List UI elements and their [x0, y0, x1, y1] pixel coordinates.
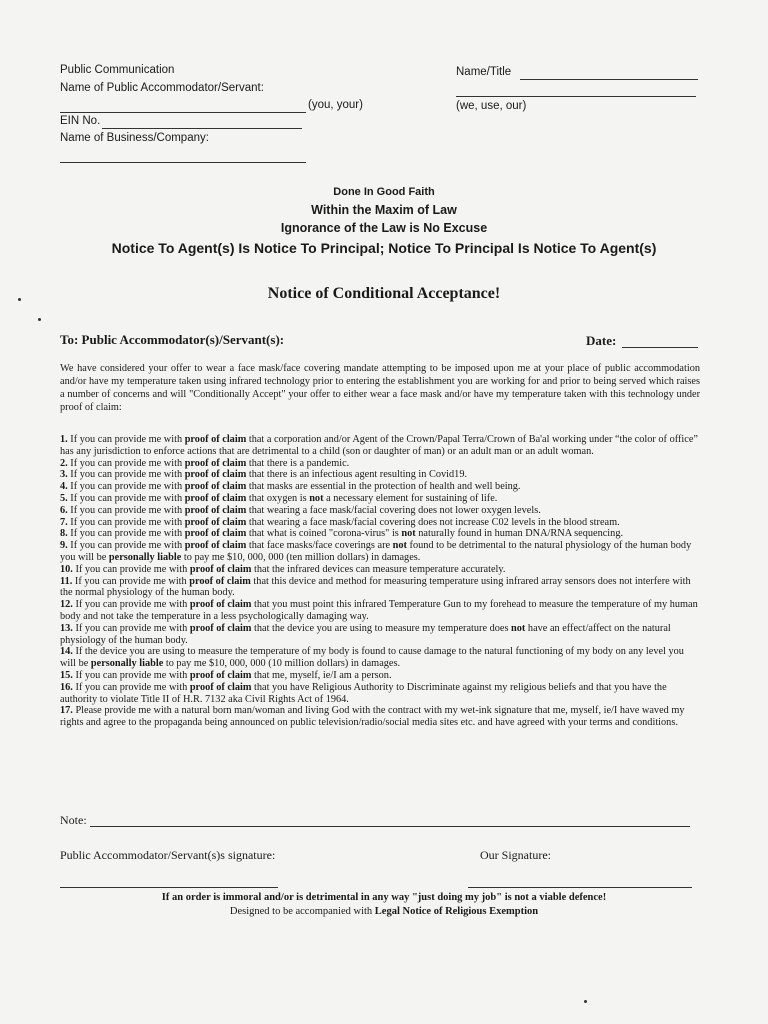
claim-item — [60, 540, 700, 564]
claim-text: that me, myself, ie/I am a person. — [251, 669, 392, 681]
business-line[interactable] — [60, 162, 306, 163]
we-use-our-label: (we, use, our) — [456, 100, 527, 112]
claim-text: If you can provide me with — [72, 669, 190, 681]
claim-number: 11. — [60, 575, 73, 587]
claim-bold: proof of claim — [189, 599, 252, 611]
claims-list — [60, 434, 700, 729]
claim-bold: not — [511, 622, 526, 634]
to-line: To: Public Accommodator(s)/Servant(s): — [60, 332, 285, 347]
claim-bold: proof of claim — [189, 563, 252, 575]
claim-text: If the device you are using to measure the temperature of my body is found to cause damage to the natural functioning of my body on any level you will be — [60, 646, 684, 670]
claim-number: 10. — [60, 563, 73, 575]
claim-bold: proof of claim — [184, 540, 247, 552]
accommodator-signature-line[interactable] — [60, 887, 278, 888]
claim-text: that you have Religious Authority to Discriminate against my religious beliefs and that you have the authority to violate Title II of H.R. 7132 aka Civil Rights Act of 1964. — [60, 681, 667, 705]
mottos-block — [0, 184, 768, 259]
claim-number: 13. — [60, 622, 73, 634]
claim-text: that you must point this infrared Temperature Gun to my forehead to measure the temperature of my human body and not take the temperature in a less psychologically damaging way. — [60, 599, 698, 622]
claim-text: If you can provide me with — [67, 504, 185, 516]
claim-number: 14. — [60, 646, 73, 658]
claim-number: 8. — [60, 528, 68, 540]
claim-text: have an effect/affect on the natural physiology of the human body. — [60, 622, 671, 646]
intro-paragraph: We have considered your offer to wear a face mask/face covering mandate attempting to be imposed upon me at your place of public accommodation and/or have my temperature taken using infrared technology prior to entering the establishment you are working for and prior to being served which raises a number of concerns and will "Conditionally Accept" your offer to either wear a face mask and/or have my temperature taken with this technology under proof of claim: — [60, 363, 700, 413]
claim-item — [60, 517, 700, 529]
claim-text: If you can provide me with — [67, 516, 185, 528]
claim-bold: personally liable — [108, 551, 182, 563]
claim-text: If you can provide me with — [72, 622, 190, 634]
public-communication-label: Public Communication — [60, 64, 175, 76]
motto-notice-agent: Notice To Agent(s) Is Notice To Principal; Notice To Principal Is Notice To Agent(s) — [111, 240, 657, 256]
claim-number: 5. — [60, 492, 68, 504]
document-title: Notice of Conditional Acceptance! — [267, 285, 501, 302]
note-label: Note: — [60, 813, 87, 827]
scan-speck — [584, 1000, 587, 1003]
claim-bold: proof of claim — [184, 469, 247, 481]
claim-text: that masks are essential in the protection of health and well being. — [246, 481, 521, 493]
claim-bold: proof of claim — [184, 481, 247, 493]
motto-ignorance: Ignorance of the Law is No Excuse — [280, 221, 488, 236]
claim-text: to pay me $10, 000, 000 (ten million dollars) in damages. — [181, 551, 421, 563]
claim-number: 2. — [60, 457, 68, 469]
claim-item — [60, 576, 700, 600]
claim-text: that there is a pandemic. — [246, 457, 350, 469]
ein-line[interactable] — [102, 128, 302, 129]
business-label: Name of Business/Company: — [60, 132, 209, 144]
claim-bold: not — [309, 492, 324, 504]
our-signature-line[interactable] — [468, 887, 692, 888]
claim-text: that what is coined "corona-virus" is — [246, 528, 402, 540]
date-line[interactable] — [622, 347, 698, 348]
name-title-line-2[interactable] — [456, 96, 696, 97]
claim-text: that oxygen is — [246, 492, 310, 504]
accommodator-name-line[interactable] — [60, 112, 306, 113]
name-title-label: Name/Title — [456, 66, 512, 78]
claim-bold: personally liable — [90, 658, 164, 670]
date-label: Date: — [586, 333, 617, 348]
claim-item — [60, 493, 700, 505]
claim-text: that the device you are using to measure my temperature does — [251, 622, 512, 634]
claim-bold: proof of claim — [184, 492, 247, 504]
claim-number: 6. — [60, 504, 68, 516]
claim-text: If you can provide me with — [67, 481, 185, 493]
claim-text: that a corporation and/or Agent of the Crown/Papal Terra/Crown of Ba'al working under “the color of office” has any jurisdiction to enforce actions that are detrimental to a child (son or daughter of man) or an adult man or an adult woman. — [60, 434, 698, 457]
claim-number: 7. — [60, 516, 68, 528]
claim-bold: proof of claim — [184, 504, 247, 516]
claim-text: If you can provide me with — [67, 434, 185, 445]
claim-number: 15. — [60, 669, 73, 681]
footer-warning: If an order is immoral and/or is detrimental in any way "just doing my job" is not a viable defence! — [161, 892, 607, 903]
claim-number: 17. — [60, 705, 73, 717]
claim-bold: proof of claim — [184, 528, 247, 540]
claim-bold: not — [401, 528, 416, 540]
footer-accompanied — [0, 906, 768, 917]
claim-text: If you can provide me with — [67, 469, 185, 481]
accommodator-name-label: Name of Public Accommodator/Servant: — [60, 82, 264, 94]
claim-text: naturally found in human DNA/RNA sequencing. — [415, 528, 624, 540]
scan-speck — [18, 298, 21, 301]
claim-bold: proof of claim — [189, 669, 252, 681]
footer-exemption-link-text: Legal Notice of Religious Exemption — [374, 906, 539, 917]
claim-item — [60, 564, 700, 576]
ein-label: EIN No. — [60, 115, 101, 127]
claim-text: found to be detrimental to the natural physiology of the human body you will be — [60, 540, 692, 563]
claim-text: If you can provide me with — [72, 575, 190, 587]
claim-text: If you can provide me with — [72, 681, 190, 693]
footer-accompanied-text: Designed to be accompanied with — [229, 906, 375, 917]
claim-bold: proof of claim — [189, 575, 251, 587]
claim-item — [60, 469, 700, 481]
claim-text: that wearing a face mask/facial covering does not lower oxygen levels. — [246, 504, 541, 516]
claim-item — [60, 528, 700, 540]
claim-item — [60, 481, 700, 493]
claim-text: If you can provide me with — [72, 563, 190, 575]
accommodator-signature-label: Public Accommodator/Servant(s)s signature: — [60, 848, 276, 862]
claim-text: that there is an infectious agent resulting in Covid19. — [246, 469, 468, 481]
claim-text: that the infrared devices can measure temperature accurately. — [251, 563, 506, 575]
claim-item — [60, 705, 700, 729]
claim-item — [60, 682, 700, 706]
claim-text: that face masks/face coverings are — [246, 540, 393, 552]
claim-item — [60, 434, 700, 458]
claim-bold: proof of claim — [184, 516, 247, 528]
claim-number: 16. — [60, 681, 73, 693]
claim-item — [60, 505, 700, 517]
claim-text: that this device and method for measuring temperature using infrared array sensors does not interfere with the normal physiology of the human body. — [60, 575, 691, 599]
our-signature-label: Our Signature: — [480, 848, 551, 862]
claim-bold: proof of claim — [184, 457, 247, 469]
scan-speck — [38, 318, 41, 321]
claim-bold: proof of claim — [184, 434, 247, 445]
claim-bold: proof of claim — [189, 681, 252, 693]
claim-item — [60, 670, 700, 682]
claim-text: that wearing a face mask/facial covering does not increase C02 levels in the blood stream. — [246, 516, 620, 528]
claim-item — [60, 623, 700, 647]
claim-item — [60, 458, 700, 470]
claim-text: If you can provide me with — [67, 540, 185, 552]
claim-number: 12. — [60, 599, 73, 611]
claim-bold: not — [392, 540, 407, 552]
claim-item — [60, 646, 700, 670]
claim-text: Please provide me with a natural born man/woman and living God with the contract with my wet-ink signature that me, myself, ie/I have waved my rights and agree to the propaganda being announced on public television/radio/social media sites etc. and have agreed with your terms and conditions. — [60, 705, 685, 729]
motto-good-faith: Done In Good Faith — [333, 186, 435, 198]
claim-number: 4. — [60, 481, 68, 493]
claim-text: to pay me $10, 000, 000 (10 million dollars) in damages. — [163, 658, 401, 670]
claim-text: a necessary element for sustaining of life. — [323, 492, 498, 504]
motto-maxim-of-law: Within the Maxim of Law — [311, 202, 457, 217]
you-your-label: (you, your) — [308, 99, 363, 111]
note-line[interactable] — [90, 826, 690, 827]
name-title-line[interactable] — [520, 79, 698, 80]
claim-text: If you can provide me with — [67, 457, 185, 469]
claim-text: If you can provide me with — [72, 599, 190, 611]
claim-text: If you can provide me with — [67, 492, 185, 504]
claim-number: 1. — [60, 434, 68, 445]
claim-bold: proof of claim — [189, 622, 252, 634]
claim-text: If you can provide me with — [67, 528, 185, 540]
claim-item — [60, 599, 700, 623]
claim-number: 9. — [60, 540, 68, 552]
claim-number: 3. — [60, 469, 68, 481]
